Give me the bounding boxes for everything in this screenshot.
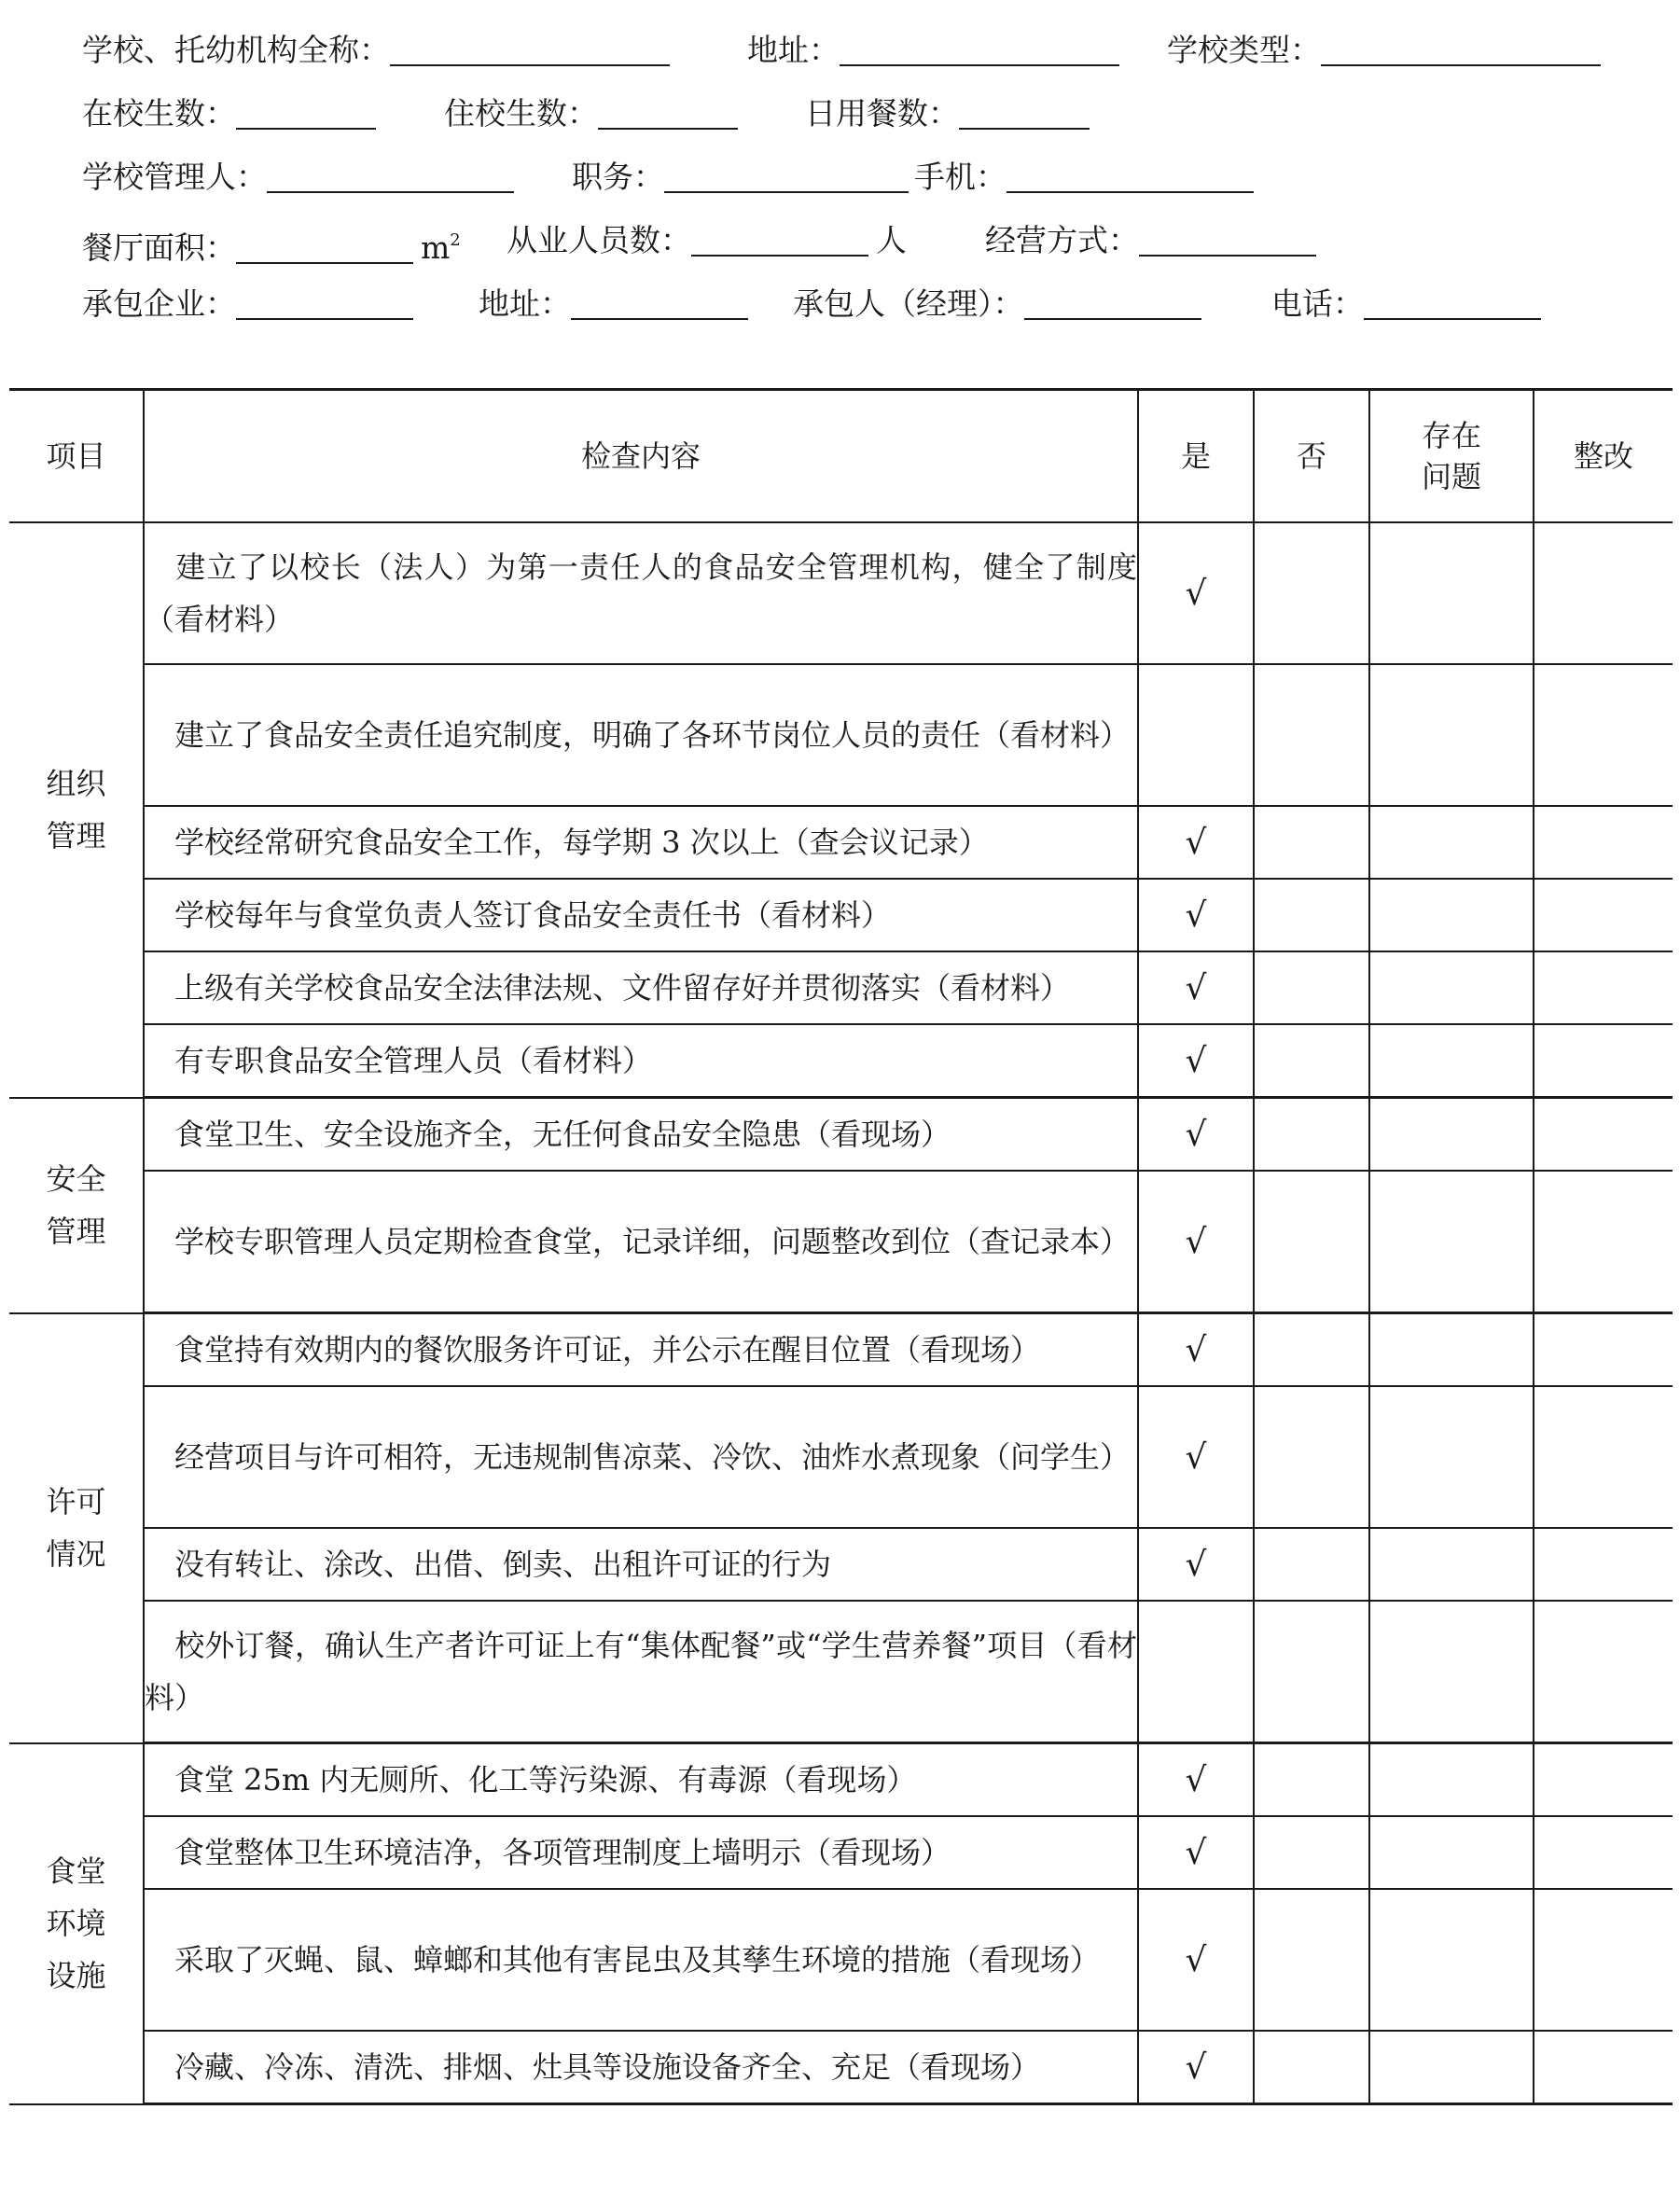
school-address-field (747, 26, 1119, 75)
contractor-person-field (793, 280, 1201, 328)
problem-cell[interactable] (1369, 1171, 1534, 1313)
rectify-cell[interactable] (1534, 951, 1673, 1024)
school-type-label: 学校类型： (1167, 32, 1321, 68)
yes-cell[interactable]: √ (1138, 1889, 1254, 2031)
check-content-text: 食堂卫生、安全设施齐全，无任何食品安全隐患（看现场） (174, 1117, 951, 1152)
contractor-field (82, 280, 413, 328)
no-cell[interactable] (1254, 2031, 1369, 2104)
manager-blank[interactable] (267, 154, 514, 193)
table-row (9, 1601, 1673, 1743)
table-row (9, 1386, 1673, 1528)
mode-field (985, 216, 1316, 265)
header-row-2 (82, 90, 1668, 153)
rectify-cell[interactable] (1534, 664, 1673, 806)
boarders-blank[interactable] (598, 90, 738, 130)
rectify-cell[interactable] (1534, 1024, 1673, 1098)
check-content-cell (144, 664, 1138, 806)
staff-unit: 人 (876, 222, 907, 258)
rectify-cell[interactable] (1534, 1098, 1673, 1172)
no-cell[interactable] (1254, 1889, 1369, 2031)
category-cell (9, 1313, 144, 1743)
check-content-cell (144, 1743, 1138, 1817)
no-cell[interactable] (1254, 522, 1369, 664)
check-content-text: 没有转让、涂改、出借、倒卖、出租许可证的行为 (174, 1547, 832, 1582)
check-content-cell (144, 1889, 1138, 2031)
position-blank[interactable] (664, 154, 909, 193)
contractor-person-label: 承包人（经理）： (793, 285, 1024, 322)
phone-field (1271, 280, 1541, 328)
table-row (9, 1743, 1673, 1817)
position-field (572, 153, 909, 201)
table-row (9, 806, 1673, 879)
contractor-blank[interactable] (236, 281, 413, 320)
no-cell[interactable] (1254, 1313, 1369, 1387)
problem-cell[interactable] (1369, 1386, 1534, 1528)
yes-cell[interactable]: √ (1138, 1313, 1254, 1387)
header-yes: 是 (1138, 390, 1254, 523)
no-cell[interactable] (1254, 1601, 1369, 1743)
category-label: 组织管理 (46, 766, 106, 854)
area-blank[interactable] (236, 225, 413, 264)
table-row (9, 1313, 1673, 1387)
mode-label: 经营方式： (985, 222, 1139, 258)
category-label: 食堂环境设施 (46, 1853, 106, 1993)
problem-cell[interactable] (1369, 1601, 1534, 1743)
header-no: 否 (1254, 390, 1369, 523)
yes-cell[interactable]: √ (1138, 879, 1254, 951)
phone-blank[interactable] (1364, 281, 1541, 320)
form-header (82, 26, 1668, 343)
students-blank[interactable] (236, 90, 376, 130)
no-cell[interactable] (1254, 951, 1369, 1024)
no-cell[interactable] (1254, 1528, 1369, 1601)
check-content-text: 学校专职管理人员定期检查食堂，记录详细，问题整改到位（查记录本） (174, 1224, 1131, 1259)
header-rectify: 整改 (1534, 390, 1673, 523)
check-content-text: 校外订餐，确认生产者许可证上有“集体配餐”或“学生营养餐”项目（看材料） (145, 1628, 1137, 1715)
yes-cell[interactable]: √ (1138, 951, 1254, 1024)
check-content-text: 建立了以校长（法人）为第一责任人的食品安全管理机构，健全了制度（看材料） (145, 549, 1137, 637)
no-cell[interactable] (1254, 664, 1369, 806)
problem-cell[interactable] (1369, 1889, 1534, 2031)
check-content-cell (144, 1816, 1138, 1889)
check-content-text: 食堂 25m 内无厕所、化工等污染源、有毒源（看现场） (174, 1762, 917, 1797)
check-content-cell (144, 2031, 1138, 2104)
manager-field (82, 153, 514, 201)
header-problem (1369, 390, 1534, 523)
rectify-cell[interactable] (1534, 1528, 1673, 1601)
check-content-cell (144, 879, 1138, 951)
header-row-4 (82, 216, 1668, 280)
check-content-text: 经营项目与许可相符，无违规制售凉菜、冷饮、油炸水煮现象（问学生） (174, 1439, 1131, 1475)
no-cell[interactable] (1254, 1098, 1369, 1172)
check-content-text: 学校每年与食堂负责人签订食品安全责任书（看材料） (174, 897, 892, 933)
no-cell[interactable] (1254, 806, 1369, 879)
header-problem-label: 存在问题 (1421, 418, 1481, 494)
header-row-1 (82, 26, 1668, 90)
check-content-text: 学校经常研究食品安全工作，每学期 3 次以上（查会议记录） (174, 825, 989, 860)
yes-cell[interactable] (1138, 664, 1254, 806)
check-content-text: 建立了食品安全责任追究制度，明确了各环节岗位人员的责任（看材料） (174, 717, 1131, 753)
check-content-cell (144, 1098, 1138, 1172)
rectify-cell[interactable] (1534, 1743, 1673, 1817)
check-content-cell (144, 1528, 1138, 1601)
problem-cell[interactable] (1369, 1816, 1534, 1889)
staff-field (507, 216, 907, 265)
no-cell[interactable] (1254, 1386, 1369, 1528)
area-field (82, 216, 461, 272)
staff-blank[interactable] (691, 217, 868, 257)
yes-cell[interactable] (1138, 1601, 1254, 1743)
school-name-label: 学校、托幼机构全称： (82, 32, 390, 68)
table-row (9, 951, 1673, 1024)
table-row (9, 1816, 1673, 1889)
yes-cell[interactable]: √ (1138, 806, 1254, 879)
table-row (9, 1171, 1673, 1313)
category-cell (9, 1743, 144, 2104)
problem-cell[interactable] (1369, 1098, 1534, 1172)
daily-meals-label: 日用餐数： (805, 95, 959, 132)
contractor-person-blank[interactable] (1024, 281, 1201, 320)
school-name-field (82, 26, 670, 75)
rectify-cell[interactable] (1534, 1313, 1673, 1387)
problem-cell[interactable] (1369, 2031, 1534, 2104)
problem-cell[interactable] (1369, 1528, 1534, 1601)
yes-cell[interactable]: √ (1138, 1024, 1254, 1098)
no-cell[interactable] (1254, 1024, 1369, 1098)
yes-cell[interactable]: √ (1138, 522, 1254, 664)
school-address-label: 地址： (747, 32, 840, 68)
header-content: 检查内容 (144, 390, 1138, 523)
header-row-5 (82, 280, 1668, 343)
category-cell (9, 522, 144, 1098)
check-content-cell (144, 1313, 1138, 1387)
check-content-cell (144, 522, 1138, 664)
yes-cell[interactable]: √ (1138, 1528, 1254, 1601)
problem-cell[interactable] (1369, 1313, 1534, 1387)
no-cell[interactable] (1254, 879, 1369, 951)
daily-meals-blank[interactable] (959, 90, 1090, 130)
rectify-cell[interactable] (1534, 1386, 1673, 1528)
no-cell[interactable] (1254, 1171, 1369, 1313)
check-content-text: 食堂整体卫生环境洁净，各项管理制度上墙明示（看现场） (174, 1835, 951, 1870)
phone-label: 电话： (1271, 285, 1364, 322)
table-row (9, 1098, 1673, 1172)
contractor-address-blank[interactable] (571, 281, 748, 320)
header-category: 项目 (9, 390, 144, 523)
mobile-field (914, 153, 1254, 201)
mobile-label: 手机： (914, 159, 1007, 195)
staff-label: 从业人员数： (507, 222, 691, 258)
boarders-field (444, 90, 738, 138)
check-content-cell (144, 1024, 1138, 1098)
contractor-label: 承包企业： (82, 285, 236, 322)
check-content-text: 食堂持有效期内的餐饮服务许可证，并公示在醒目位置（看现场） (174, 1332, 1041, 1367)
category-label: 许可情况 (46, 1484, 106, 1572)
category-label: 安全管理 (46, 1161, 106, 1249)
rectify-cell[interactable] (1534, 806, 1673, 879)
check-content-cell (144, 806, 1138, 879)
school-type-blank[interactable] (1321, 27, 1601, 66)
problem-cell[interactable] (1369, 951, 1534, 1024)
position-label: 职务： (572, 159, 664, 195)
yes-cell[interactable]: √ (1138, 1386, 1254, 1528)
yes-cell[interactable]: √ (1138, 1743, 1254, 1817)
rectify-cell[interactable] (1534, 879, 1673, 951)
area-unit: m (421, 229, 451, 266)
daily-meals-field (805, 90, 1090, 138)
students-field (82, 90, 376, 138)
inspection-table (9, 388, 1673, 2105)
check-content-cell (144, 951, 1138, 1024)
table-body (9, 522, 1673, 2104)
yes-cell[interactable]: √ (1138, 1816, 1254, 1889)
check-content-cell (144, 1386, 1138, 1528)
area-label: 餐厅面积： (82, 229, 236, 266)
problem-cell[interactable] (1369, 879, 1534, 951)
table-row (9, 1889, 1673, 2031)
rectify-cell[interactable] (1534, 2031, 1673, 2104)
table-header-row (9, 390, 1673, 523)
table-row (9, 879, 1673, 951)
rectify-cell[interactable] (1534, 522, 1673, 664)
problem-cell[interactable] (1369, 522, 1534, 664)
check-content-text: 采取了灭蝇、鼠、蟑螂和其他有害昆虫及其孳生环境的措施（看现场） (174, 1942, 1101, 1978)
manager-label: 学校管理人： (82, 159, 267, 195)
yes-cell[interactable]: √ (1138, 1098, 1254, 1172)
contractor-address-field (479, 280, 748, 328)
problem-cell[interactable] (1369, 806, 1534, 879)
rectify-cell[interactable] (1534, 1889, 1673, 2031)
rectify-cell[interactable] (1534, 1171, 1673, 1313)
mobile-blank[interactable] (1007, 154, 1254, 193)
header-row-3 (82, 153, 1668, 216)
students-label: 在校生数： (82, 95, 236, 132)
problem-cell[interactable] (1369, 664, 1534, 806)
yes-cell[interactable]: √ (1138, 1171, 1254, 1313)
table-row (9, 664, 1673, 806)
check-content-cell (144, 1171, 1138, 1313)
table-row (9, 522, 1673, 664)
mode-blank[interactable] (1139, 217, 1316, 257)
boarders-label: 住校生数： (444, 95, 598, 132)
check-content-text: 冷藏、冷冻、清洗、排烟、灶具等设施设备齐全、充足（看现场） (174, 2049, 1041, 2085)
table-row (9, 1528, 1673, 1601)
rectify-cell[interactable] (1534, 1601, 1673, 1743)
table-row (9, 1024, 1673, 1098)
yes-cell[interactable]: √ (1138, 2031, 1254, 2104)
check-content-cell (144, 1601, 1138, 1743)
school-type-field (1167, 26, 1601, 75)
no-cell[interactable] (1254, 1743, 1369, 1817)
check-content-text: 有专职食品安全管理人员（看材料） (174, 1043, 653, 1078)
area-unit-superscript: 2 (450, 230, 461, 250)
category-cell (9, 1098, 144, 1313)
problem-cell[interactable] (1369, 1743, 1534, 1817)
problem-cell[interactable] (1369, 1024, 1534, 1098)
rectify-cell[interactable] (1534, 1816, 1673, 1889)
no-cell[interactable] (1254, 1816, 1369, 1889)
table-row (9, 2031, 1673, 2104)
contractor-address-label: 地址： (479, 285, 571, 322)
school-address-blank[interactable] (840, 27, 1119, 66)
school-name-blank[interactable] (390, 27, 670, 66)
check-content-text: 上级有关学校食品安全法律法规、文件留存好并贯彻落实（看材料） (174, 970, 1071, 1006)
